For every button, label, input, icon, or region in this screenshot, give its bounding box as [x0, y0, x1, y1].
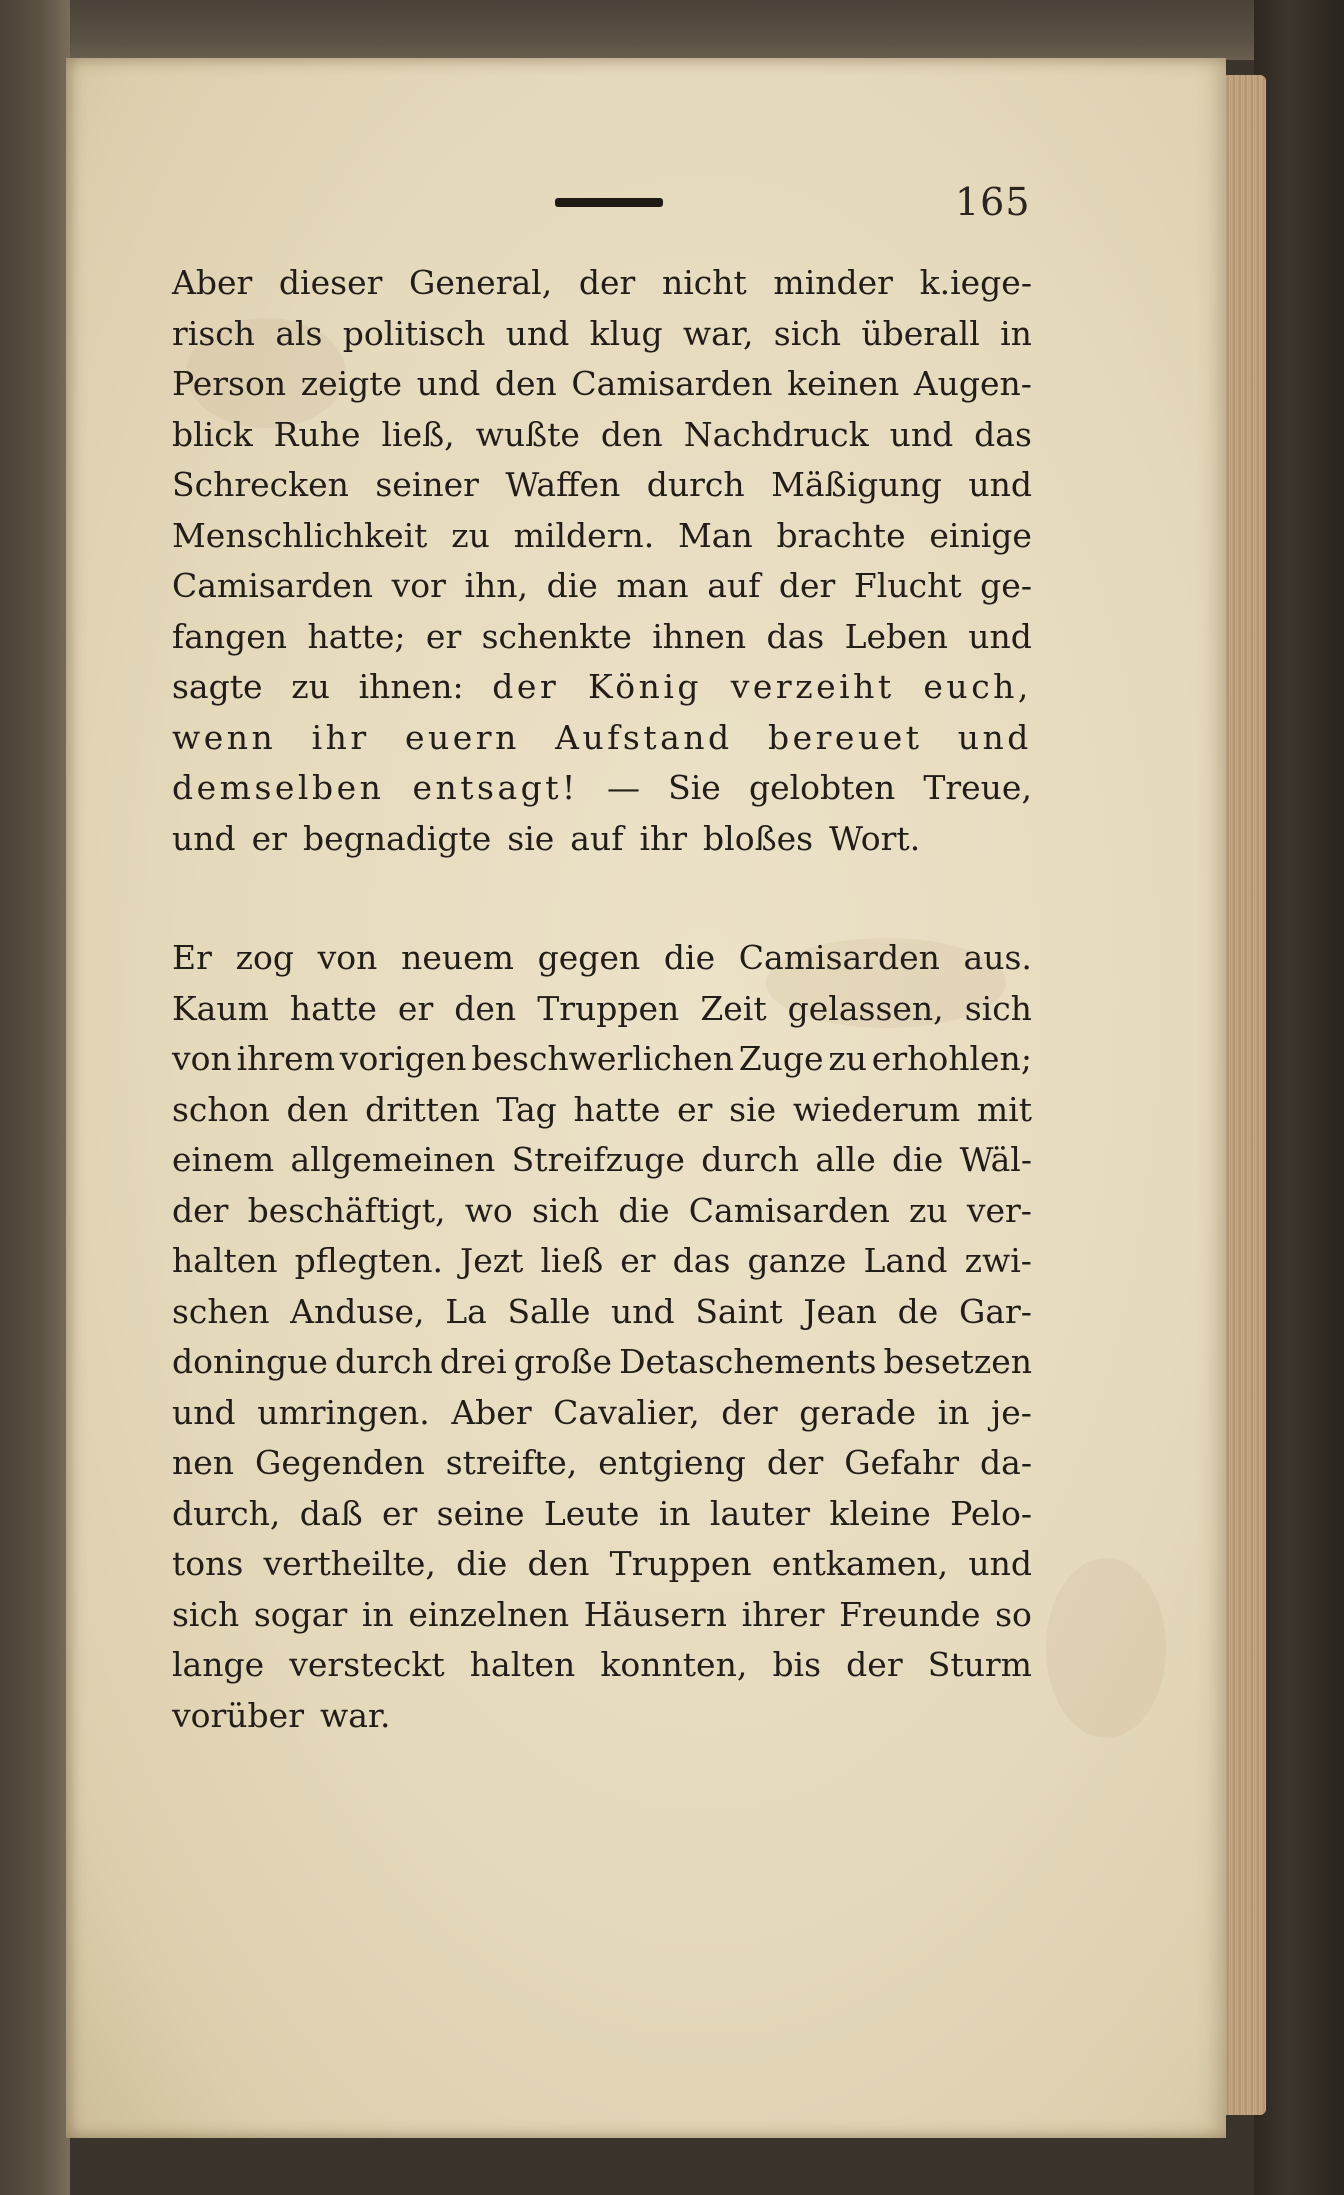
word: König — [587, 667, 703, 706]
book-cover-left — [0, 0, 70, 2195]
word: vor — [391, 566, 446, 605]
text-line — [172, 511, 1032, 562]
word: schen — [172, 1291, 270, 1331]
word: ganze — [747, 1241, 847, 1280]
word: Land — [863, 1241, 948, 1280]
word: ihr — [311, 717, 370, 757]
word: die — [546, 566, 598, 605]
word: er — [397, 988, 434, 1028]
word: Wort. — [829, 818, 921, 858]
word: der — [846, 1645, 903, 1684]
word: brachte — [776, 515, 906, 555]
word: euern — [404, 717, 520, 757]
word: bis — [772, 1645, 822, 1684]
word: zeigte — [300, 364, 403, 403]
word: große — [513, 1342, 613, 1381]
text-line — [172, 1034, 1032, 1085]
word: er — [425, 616, 462, 656]
text-line — [172, 1388, 1032, 1439]
word: kleine — [829, 1493, 931, 1533]
word: und — [968, 465, 1032, 504]
word: der — [578, 263, 636, 302]
word: und — [611, 1291, 675, 1331]
book-cover-right — [1254, 0, 1344, 2195]
word: der — [721, 1392, 778, 1432]
word: Flucht — [853, 566, 962, 605]
text-line — [172, 1337, 1032, 1388]
word: schenkte — [481, 616, 632, 656]
word: euch, — [923, 667, 1032, 706]
word: man — [616, 566, 689, 605]
word: ließ, — [381, 414, 455, 454]
text-line — [172, 1287, 1032, 1338]
word: gelassen, — [787, 988, 944, 1028]
word: lauter — [709, 1493, 810, 1533]
word: den — [494, 364, 557, 403]
paper-stain — [1046, 1558, 1166, 1738]
word: Jean — [803, 1291, 878, 1331]
word: alle — [815, 1140, 876, 1179]
word: den — [454, 988, 517, 1028]
word: als — [275, 313, 323, 353]
text-line — [172, 410, 1032, 461]
text-block — [172, 258, 1032, 1741]
word: Salle — [507, 1291, 591, 1331]
word: Aber — [451, 1392, 532, 1432]
word: Detaschements — [619, 1342, 877, 1381]
text-line — [172, 1691, 1032, 1742]
word: Camisarden — [738, 938, 940, 977]
word: politisch — [342, 313, 486, 353]
word: halten — [172, 1241, 278, 1280]
word: verzeiht — [730, 667, 895, 706]
word: war, — [682, 313, 754, 353]
word: und — [505, 313, 570, 353]
word: entsagt! — [412, 768, 579, 807]
text-line — [172, 763, 1032, 814]
word: Zeit — [700, 988, 767, 1028]
word: minder — [773, 263, 893, 302]
word: einem — [172, 1140, 275, 1179]
text-line — [172, 933, 1032, 984]
word: Leben — [844, 616, 948, 656]
word: Häusern — [583, 1594, 727, 1634]
word: und — [889, 414, 954, 454]
word: Man — [678, 515, 753, 555]
word: mildern. — [513, 515, 655, 555]
word: entkamen, — [771, 1544, 949, 1583]
word: neuem — [401, 938, 514, 977]
word: risch — [172, 313, 255, 353]
text-line — [172, 1085, 1032, 1136]
word: ihrer — [741, 1594, 825, 1634]
word: in — [361, 1594, 394, 1634]
word: besetzen — [883, 1342, 1032, 1381]
word: konnten, — [600, 1645, 748, 1684]
word: auf — [570, 818, 624, 858]
word: allgemeinen — [290, 1140, 496, 1179]
word: beschäftigt, — [247, 1190, 446, 1230]
word: wußte — [475, 414, 580, 454]
word: drei — [439, 1342, 507, 1381]
word: schon — [172, 1089, 270, 1129]
word: wiederum — [792, 1089, 961, 1129]
word: Ruhe — [273, 414, 361, 454]
text-line — [172, 1590, 1032, 1641]
word: Gegenden — [255, 1443, 425, 1482]
word: von — [317, 938, 378, 977]
word: wenn — [172, 717, 277, 757]
word: tons — [172, 1544, 244, 1583]
word: bloßes — [703, 818, 814, 858]
word: der — [766, 1443, 824, 1482]
text-line — [172, 1539, 1032, 1590]
word: den — [286, 1089, 349, 1129]
word: er — [677, 1089, 713, 1129]
paragraph-2 — [172, 933, 1032, 1741]
word: ihr — [639, 818, 688, 858]
word: Streifzuge — [511, 1140, 685, 1179]
word: Treue, — [923, 768, 1032, 807]
word: sie — [507, 818, 555, 858]
word: so — [995, 1594, 1032, 1634]
word: vorigen — [339, 1039, 467, 1078]
word: Sturm — [927, 1645, 1032, 1684]
word: durch — [646, 465, 745, 504]
word: der — [778, 566, 836, 605]
paragraph-1 — [172, 258, 1032, 864]
word: gelobten — [748, 768, 896, 807]
word: wo — [464, 1190, 513, 1230]
word: Wäl- — [959, 1140, 1032, 1179]
word: streifte, — [445, 1443, 578, 1482]
word: erhohlen; — [871, 1039, 1032, 1078]
text-line — [172, 662, 1032, 713]
word: der — [492, 667, 560, 706]
word: keinen — [787, 364, 900, 403]
word: seine — [436, 1493, 525, 1533]
word: dieser — [278, 263, 383, 302]
word: er — [251, 818, 287, 858]
word: in — [658, 1493, 691, 1533]
word: da- — [980, 1443, 1032, 1482]
word: von — [172, 1039, 232, 1078]
word: hatte; — [307, 616, 406, 656]
word: klug — [589, 313, 663, 353]
text-line — [172, 1489, 1032, 1540]
word: Aber — [172, 263, 253, 302]
word: vorüber — [172, 1695, 304, 1735]
word: und — [172, 1392, 236, 1432]
word: durch, — [172, 1493, 281, 1533]
word: ihnen: — [358, 667, 464, 706]
word: pflegten. — [294, 1241, 443, 1280]
word: Sie — [668, 768, 721, 807]
word: Person — [172, 364, 287, 403]
text-line — [172, 612, 1032, 663]
word: Nachdruck — [683, 414, 869, 454]
word: Tag — [496, 1089, 557, 1129]
word: auf — [707, 566, 761, 605]
word: Aufstand — [555, 717, 733, 757]
word: seiner — [375, 465, 479, 504]
word: er — [620, 1241, 656, 1280]
word: hatte — [289, 988, 377, 1028]
word: je- — [991, 1392, 1032, 1432]
word: Er — [172, 938, 212, 977]
word: er — [381, 1493, 418, 1533]
word: einzelnen — [408, 1594, 570, 1634]
word: halten — [469, 1645, 576, 1684]
text-line — [172, 1236, 1032, 1287]
text-line — [172, 561, 1032, 612]
word: General, — [409, 263, 553, 302]
word: Camisarden — [172, 566, 374, 605]
word: sich — [531, 1190, 600, 1230]
word: Mäßigung — [771, 465, 942, 504]
word: Schrecken — [172, 465, 349, 504]
word: den — [527, 1544, 590, 1583]
word: zu — [828, 1039, 867, 1078]
word: sagte — [172, 667, 263, 706]
word: Camisarden — [688, 1190, 890, 1230]
paragraph-gap — [172, 864, 1032, 933]
word: de — [897, 1291, 939, 1331]
word: nicht — [661, 263, 747, 302]
word: überall — [861, 313, 980, 353]
word: lange — [172, 1645, 265, 1684]
word: zu — [909, 1190, 948, 1230]
word: aus. — [963, 938, 1032, 977]
word: war. — [319, 1695, 391, 1735]
text-line — [172, 1186, 1032, 1237]
word: entgieng — [598, 1443, 746, 1482]
word: Jezt — [460, 1241, 524, 1280]
text-line — [172, 460, 1032, 511]
word: ihrem — [236, 1039, 335, 1078]
word: Zuge — [738, 1039, 824, 1078]
word: zog — [235, 938, 294, 977]
word: La — [445, 1291, 487, 1331]
word: daß — [299, 1493, 363, 1533]
word: beschwerlichen — [471, 1039, 734, 1078]
word: dritten — [365, 1089, 480, 1129]
word: Cavalier, — [553, 1392, 700, 1432]
word: das — [766, 616, 825, 656]
word: das — [974, 414, 1032, 454]
word: zwi- — [964, 1241, 1032, 1280]
word: der — [172, 1190, 229, 1230]
word: mit — [976, 1089, 1032, 1129]
word: Menschlichkeit — [172, 515, 428, 555]
word: zu — [451, 515, 490, 555]
text-line — [172, 814, 1032, 865]
word: Leute — [543, 1493, 640, 1533]
word: umringen. — [257, 1392, 430, 1432]
text-line — [172, 984, 1032, 1035]
word: sich — [172, 1594, 240, 1634]
word: ihn, — [464, 566, 529, 605]
word: gegen — [537, 938, 641, 977]
page-number: 165 — [955, 180, 1031, 224]
text-line — [172, 1135, 1032, 1186]
text-line — [172, 309, 1032, 360]
word: die — [663, 938, 716, 977]
header-rule — [555, 198, 663, 207]
word: das — [672, 1241, 731, 1280]
word: den — [600, 414, 663, 454]
word: Truppen — [609, 1544, 752, 1583]
word: und — [172, 818, 236, 858]
word: Kaum — [172, 988, 269, 1028]
word: und — [957, 717, 1032, 757]
word: Freunde — [839, 1594, 981, 1634]
word: die — [892, 1140, 944, 1179]
word: vertheilte, — [263, 1544, 436, 1583]
word: die — [618, 1190, 670, 1230]
word: hatte — [573, 1089, 661, 1129]
word: gerade — [799, 1392, 917, 1432]
word: — — [606, 768, 640, 807]
word: Augen- — [913, 364, 1032, 403]
word: fangen — [172, 616, 288, 656]
word: ließ — [540, 1241, 604, 1280]
book-cover-top — [0, 0, 1344, 60]
word: ihnen — [652, 616, 747, 656]
word: Pelo- — [950, 1493, 1032, 1533]
word: Saint — [695, 1291, 783, 1331]
word: zu — [291, 667, 330, 706]
text-line — [172, 258, 1032, 309]
word: durch — [334, 1342, 433, 1381]
word: sich — [773, 313, 842, 353]
word: blick — [172, 414, 253, 454]
word: ge- — [980, 566, 1032, 605]
word: versteckt — [289, 1645, 445, 1684]
word: durch — [701, 1140, 800, 1179]
word: Waffen — [505, 465, 621, 504]
word: demselben — [172, 768, 385, 807]
word: und — [968, 1544, 1032, 1583]
text-line — [172, 1438, 1032, 1489]
word: in — [1000, 313, 1032, 353]
word: in — [937, 1392, 970, 1432]
word: sogar — [253, 1594, 348, 1634]
word: Camisarden — [571, 364, 773, 403]
word: sich — [964, 988, 1032, 1028]
word: bereuet — [767, 717, 923, 757]
word: ver- — [966, 1190, 1032, 1230]
word: nen — [172, 1443, 235, 1482]
word: k.iege- — [919, 263, 1032, 302]
word: und — [968, 616, 1032, 656]
word: einige — [929, 515, 1032, 555]
text-line — [172, 1640, 1032, 1691]
word: sie — [729, 1089, 777, 1129]
text-line — [172, 359, 1032, 410]
word: Truppen — [537, 988, 680, 1028]
word: doningue — [172, 1342, 328, 1381]
word: Anduse, — [290, 1291, 425, 1331]
word: begnadigte — [302, 818, 492, 858]
word: Gar- — [958, 1291, 1032, 1331]
word: und — [416, 364, 481, 403]
text-line — [172, 713, 1032, 764]
word: die — [456, 1544, 508, 1583]
word: Gefahr — [844, 1443, 960, 1482]
